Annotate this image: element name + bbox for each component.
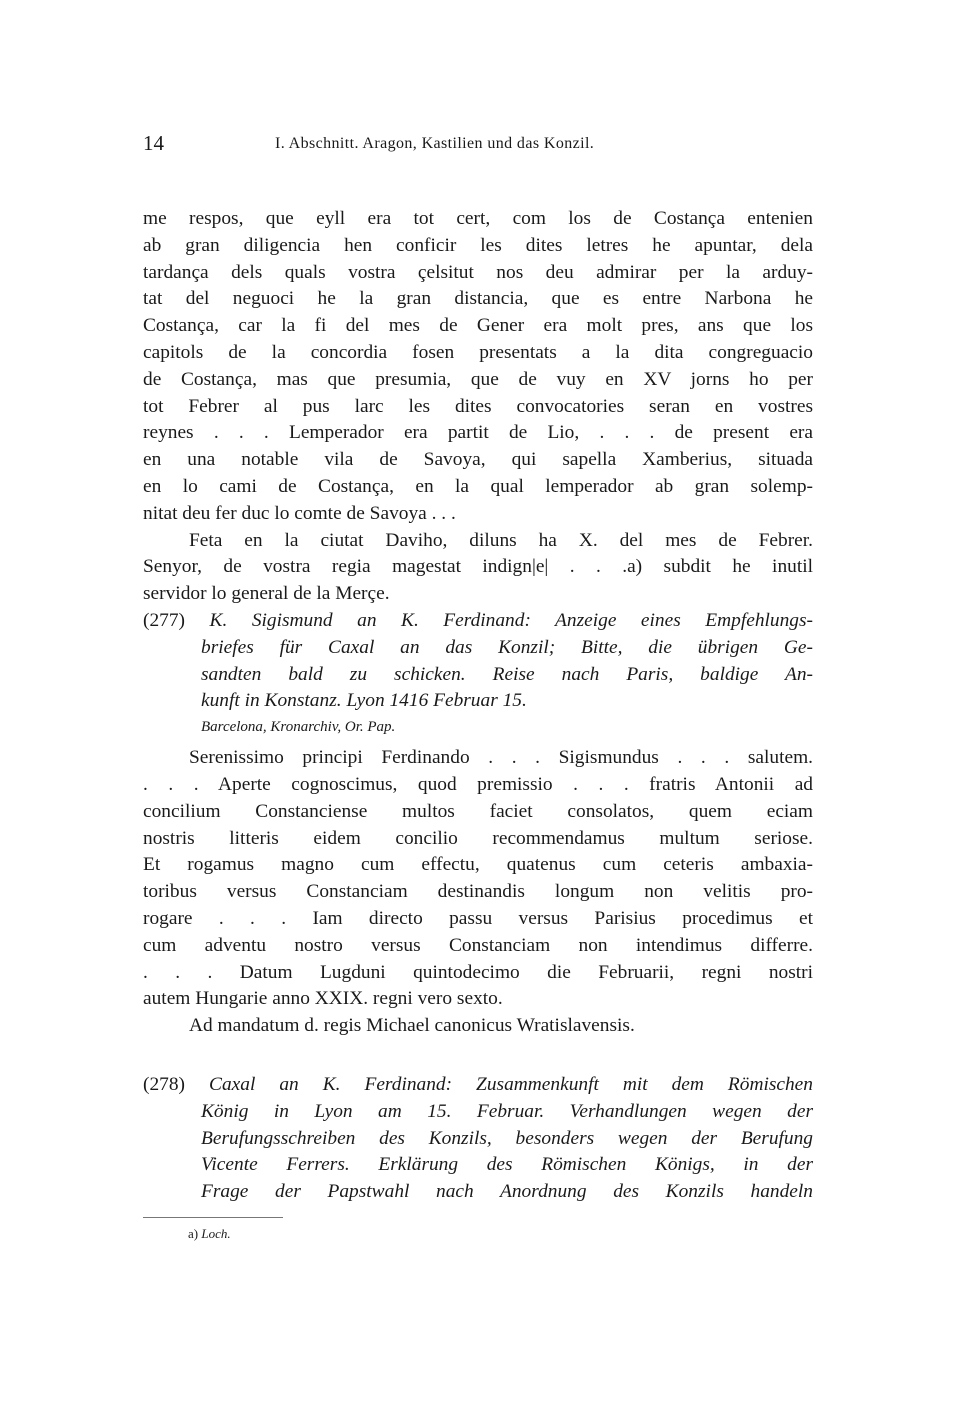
text-line: en una notable vila de Savoya, qui sapella Xamberius, situada bbox=[143, 449, 813, 471]
text-line: Et rogamus magno cum effectu, quatenus cum ceteris ambaxia- bbox=[143, 854, 813, 876]
text-line: tardança dels quals vostra çelsitut nos deu admirar per la arduy- bbox=[143, 261, 813, 283]
footnote-marker: a) bbox=[188, 1226, 199, 1241]
entry-heading-line: Berufungsschreiben des Konzils, besonders wegen der Berufung bbox=[201, 1127, 813, 1149]
entry-278-heading bbox=[143, 1072, 813, 1206]
entry-277 bbox=[143, 608, 813, 1040]
text-line: en lo cami de Costança, en la qual lemperador ab gran solemp- bbox=[143, 475, 813, 497]
entry-heading-line: Vicente Ferrers. Erklärung des Römischen Königs, in der bbox=[201, 1154, 813, 1176]
entry-number: (278) bbox=[143, 1074, 186, 1095]
text-line: reynes . . . Lemperador era partit de Lio, . . . de present era bbox=[143, 422, 813, 444]
entry-heading-line: sandten bald zu schicken. Reise nach Paris, baldige An- bbox=[201, 663, 813, 685]
text-line: rogare . . . Iam directo passu versus Parisius procedimus et bbox=[143, 907, 813, 929]
text-line: de Costança, mas que presumia, que de vuy en XV jorns ho per bbox=[143, 368, 813, 390]
entry-heading-line: kunft in Konstanz. Lyon 1416 Februar 15. bbox=[201, 690, 527, 712]
text-line: Senyor, de vostra regia magestat indign|e| . . .a) subdit he inutil bbox=[143, 556, 813, 578]
running-head: I. Abschnitt. Aragon, Kastilien und das Konzil. bbox=[275, 135, 595, 152]
text-line: . . . Datum Lugduni quintodecimo die Februarii, regni nostri bbox=[143, 961, 813, 983]
entry-278 bbox=[143, 1072, 813, 1206]
text-line: tat del neguoci he la gran distancia, que es entre Narbona he bbox=[143, 288, 813, 310]
entry-heading-line: Frage der Papstwahl nach Anordnung des Konzils handeln bbox=[201, 1181, 813, 1203]
entry-heading-line: briefes für Caxal an das Konzil; Bitte, die übrigen Ge- bbox=[201, 636, 813, 658]
footnote-text: Loch. bbox=[201, 1226, 231, 1241]
text-line: autem Hungarie anno XXIX. regni vero sexto. bbox=[143, 988, 503, 1010]
footnote bbox=[188, 1226, 231, 1242]
text-line: toribus versus Constanciam destinandis longum non velitis pro- bbox=[143, 881, 813, 903]
page-header bbox=[143, 131, 813, 161]
text-line: me respos, que eyll era tot cert, com los de Costança entenien bbox=[143, 208, 813, 229]
text-line: tot Febrer al pus larc les dites convocatories seran en vostres bbox=[143, 395, 813, 417]
text-line: cum adventu nostro versus Constanciam non intendimus differre. bbox=[143, 934, 813, 956]
text-line: nostris litteris eidem concilio recommendamus multum seriose. bbox=[143, 827, 813, 849]
entry-heading-line: König in Lyon am 15. Februar. Verhandlungen wegen der bbox=[201, 1100, 813, 1122]
text-line: nitat deu fer duc lo comte de Savoya . . . bbox=[143, 502, 456, 524]
entry-number: (277) bbox=[143, 610, 186, 631]
text-line: Feta en la ciutat Daviho, diluns ha X. del mes de Febrer. bbox=[189, 529, 813, 551]
entry-heading-line bbox=[143, 608, 813, 635]
text-line: Costança, car la fi del mes de Gener era molt pres, ans que los bbox=[143, 315, 813, 337]
text-line: ab gran diligencia hen conficir les dites letres he apuntar, dela bbox=[143, 234, 813, 256]
text-line: Serenissimo principi Ferdinando . . . Sigismundus . . . salutem. bbox=[189, 747, 813, 769]
entry-277-heading bbox=[143, 608, 813, 715]
text-line: . . . Aperte cognoscimus, quod premissio . . . fratris Antonii ad bbox=[143, 773, 813, 795]
text-line: concilium Constanciense multos faciet consolatos, quem eciam bbox=[143, 800, 813, 822]
text-line: capitols de la concordia fosen presentats a la dita congreguacio bbox=[143, 341, 813, 363]
text-line: Ad mandatum d. regis Michael canonicus Wratislavensis. bbox=[189, 1015, 635, 1037]
text-line: servidor lo general de la Merçe. bbox=[143, 583, 390, 605]
entry-heading-line bbox=[143, 1072, 813, 1099]
entry-heading-text: Caxal an K. Ferdinand: Zusammenkunft mit dem Römischen bbox=[209, 1074, 813, 1095]
archive-source: Barcelona, Kronarchiv, Or. Pap. bbox=[201, 719, 396, 736]
entry-heading-text: K. Sigismund an K. Ferdinand: Anzeige eines Empfehlungs- bbox=[209, 610, 813, 631]
footnote-rule bbox=[143, 1217, 283, 1218]
continued-letter-text bbox=[143, 206, 813, 608]
page-number: 14 bbox=[143, 131, 164, 155]
